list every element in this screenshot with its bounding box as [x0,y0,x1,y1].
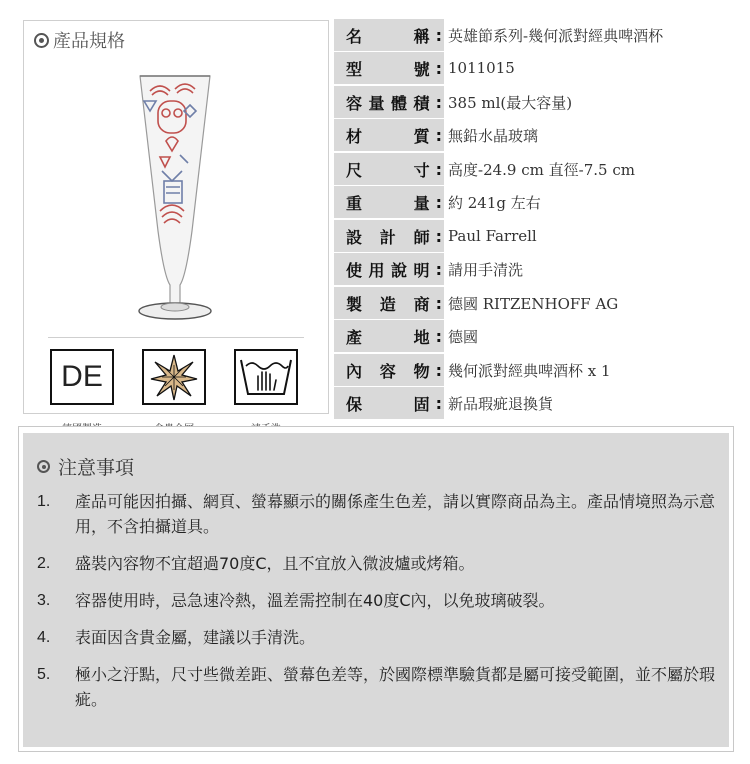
spec-value: 無鉛水晶玻璃 [448,126,539,145]
list-item [37,551,727,576]
list-item-text: 盛裝內容物不宜超過70度C，且不宜放入微波爐或烤箱。 [75,554,475,573]
spec-key-label: 材 質 [346,126,430,146]
circle-bullet-icon [37,460,50,473]
list-item-text: 容器使用時，忌急速冷熱，溫差需控制在40度C內，以免玻璃破裂。 [75,591,555,610]
spec-row-origin [334,320,750,352]
notice-title [37,453,134,480]
product-spec-panel [23,20,329,414]
spec-row-usage [334,253,750,285]
list-item-number: 5. [37,666,51,683]
spec-key-label: 重 量 [346,193,430,213]
spec-row-model [334,52,750,84]
list-item-number: 2. [37,555,51,572]
spec-row-contents [334,354,750,386]
spec-row-weight [334,186,750,218]
badge-made-in-germany [50,349,114,435]
spec-value: 1011015 [448,59,515,77]
spec-row-material [334,119,750,151]
spec-key: 內 容 物 : [334,354,444,386]
spec-row-capacity [334,86,750,118]
list-item-number: 4. [37,629,51,646]
spec-key: 保 固 : [334,387,444,419]
spec-value: 英雄節系列-幾何派對經典啤酒杯 [448,26,664,45]
spec-key: 重 量 : [334,186,444,218]
spec-value: Paul Farrell [448,227,537,245]
list-item-text: 產品可能因拍攝、網頁、螢幕顯示的關係產生色差，請以實際商品為主。產品情境照為示意用，不含拍攝道具。 [75,492,716,536]
spec-key-label: 製 造 商 [346,294,430,314]
badge-precious-metal [142,349,206,435]
notice-background [23,433,729,747]
spec-row-name [334,19,750,51]
spec-value: 385 ml(最大容量) [448,93,573,112]
spec-key-label: 尺 寸 [346,160,430,180]
badge-hand-wash [234,349,298,435]
circle-bullet-icon [34,33,49,48]
list-item-number: 3. [37,592,51,609]
spec-key: 名 稱 : [334,19,444,51]
spec-row-warranty [334,387,750,419]
spec-panel-title-text: 產品規格 [53,31,125,52]
gold-star-icon [149,352,199,402]
spec-key-label: 容 量 體 積 [346,93,430,113]
spec-value: 幾何派對經典啤酒杯 x 1 [448,361,611,380]
spec-table [334,19,750,419]
list-item-text: 極小之汙點，尺寸些微差距、螢幕色差等，於國際標準驗貨都是屬可接受範圍，並不屬於瑕疵。 [75,665,716,709]
spec-row-designer [334,220,750,252]
spec-panel-title [34,27,125,53]
spec-key: 尺 寸 : [334,153,444,185]
spec-key-label: 名 稱 [346,26,430,46]
spec-row-manufacturer [334,287,750,319]
list-item [37,662,727,712]
hand-wash-icon [238,354,294,400]
notice-title-text: 注意事項 [58,457,135,479]
badge-row [50,327,304,415]
list-item-number: 1. [37,493,51,510]
list-item-text: 表面因含貴金屬，建議以手清洗。 [75,628,316,647]
spec-key-label: 產 地 [346,327,430,347]
spec-value: 德國 [448,327,479,346]
spec-value: 請用手清洗 [448,260,524,279]
notice-list [37,489,727,724]
spec-row-size [334,153,750,185]
beer-glass-image [130,71,220,331]
list-item [37,625,727,650]
spec-key-label: 使 用 說 明 [346,260,430,280]
spec-key: 材 質 : [334,119,444,151]
spec-value: 高度-24.9 cm 直徑-7.5 cm [448,160,635,179]
de-flag-text: DE [61,360,103,393]
spec-value: 新品瑕疵退換貨 [448,394,554,413]
spec-key: 型 號 : [334,52,444,84]
spec-key-label: 設 計 師 [346,227,430,247]
spec-key: 使 用 說 明 : [334,253,444,285]
spec-value: 約 241g 左右 [448,193,541,212]
spec-key-label: 型 號 [346,59,430,79]
spec-key-label: 保 固 [346,394,430,414]
spec-key: 設 計 師 : [334,220,444,252]
spec-value: 德國 RITZENHOFF AG [448,294,619,313]
spec-key: 容 量 體 積 : [334,86,444,118]
spec-key-label: 內 容 物 [346,361,430,381]
spec-key: 製 造 商 : [334,287,444,319]
notice-box [18,426,734,752]
list-item [37,489,727,539]
spec-key: 產 地 : [334,320,444,352]
list-item [37,588,727,613]
